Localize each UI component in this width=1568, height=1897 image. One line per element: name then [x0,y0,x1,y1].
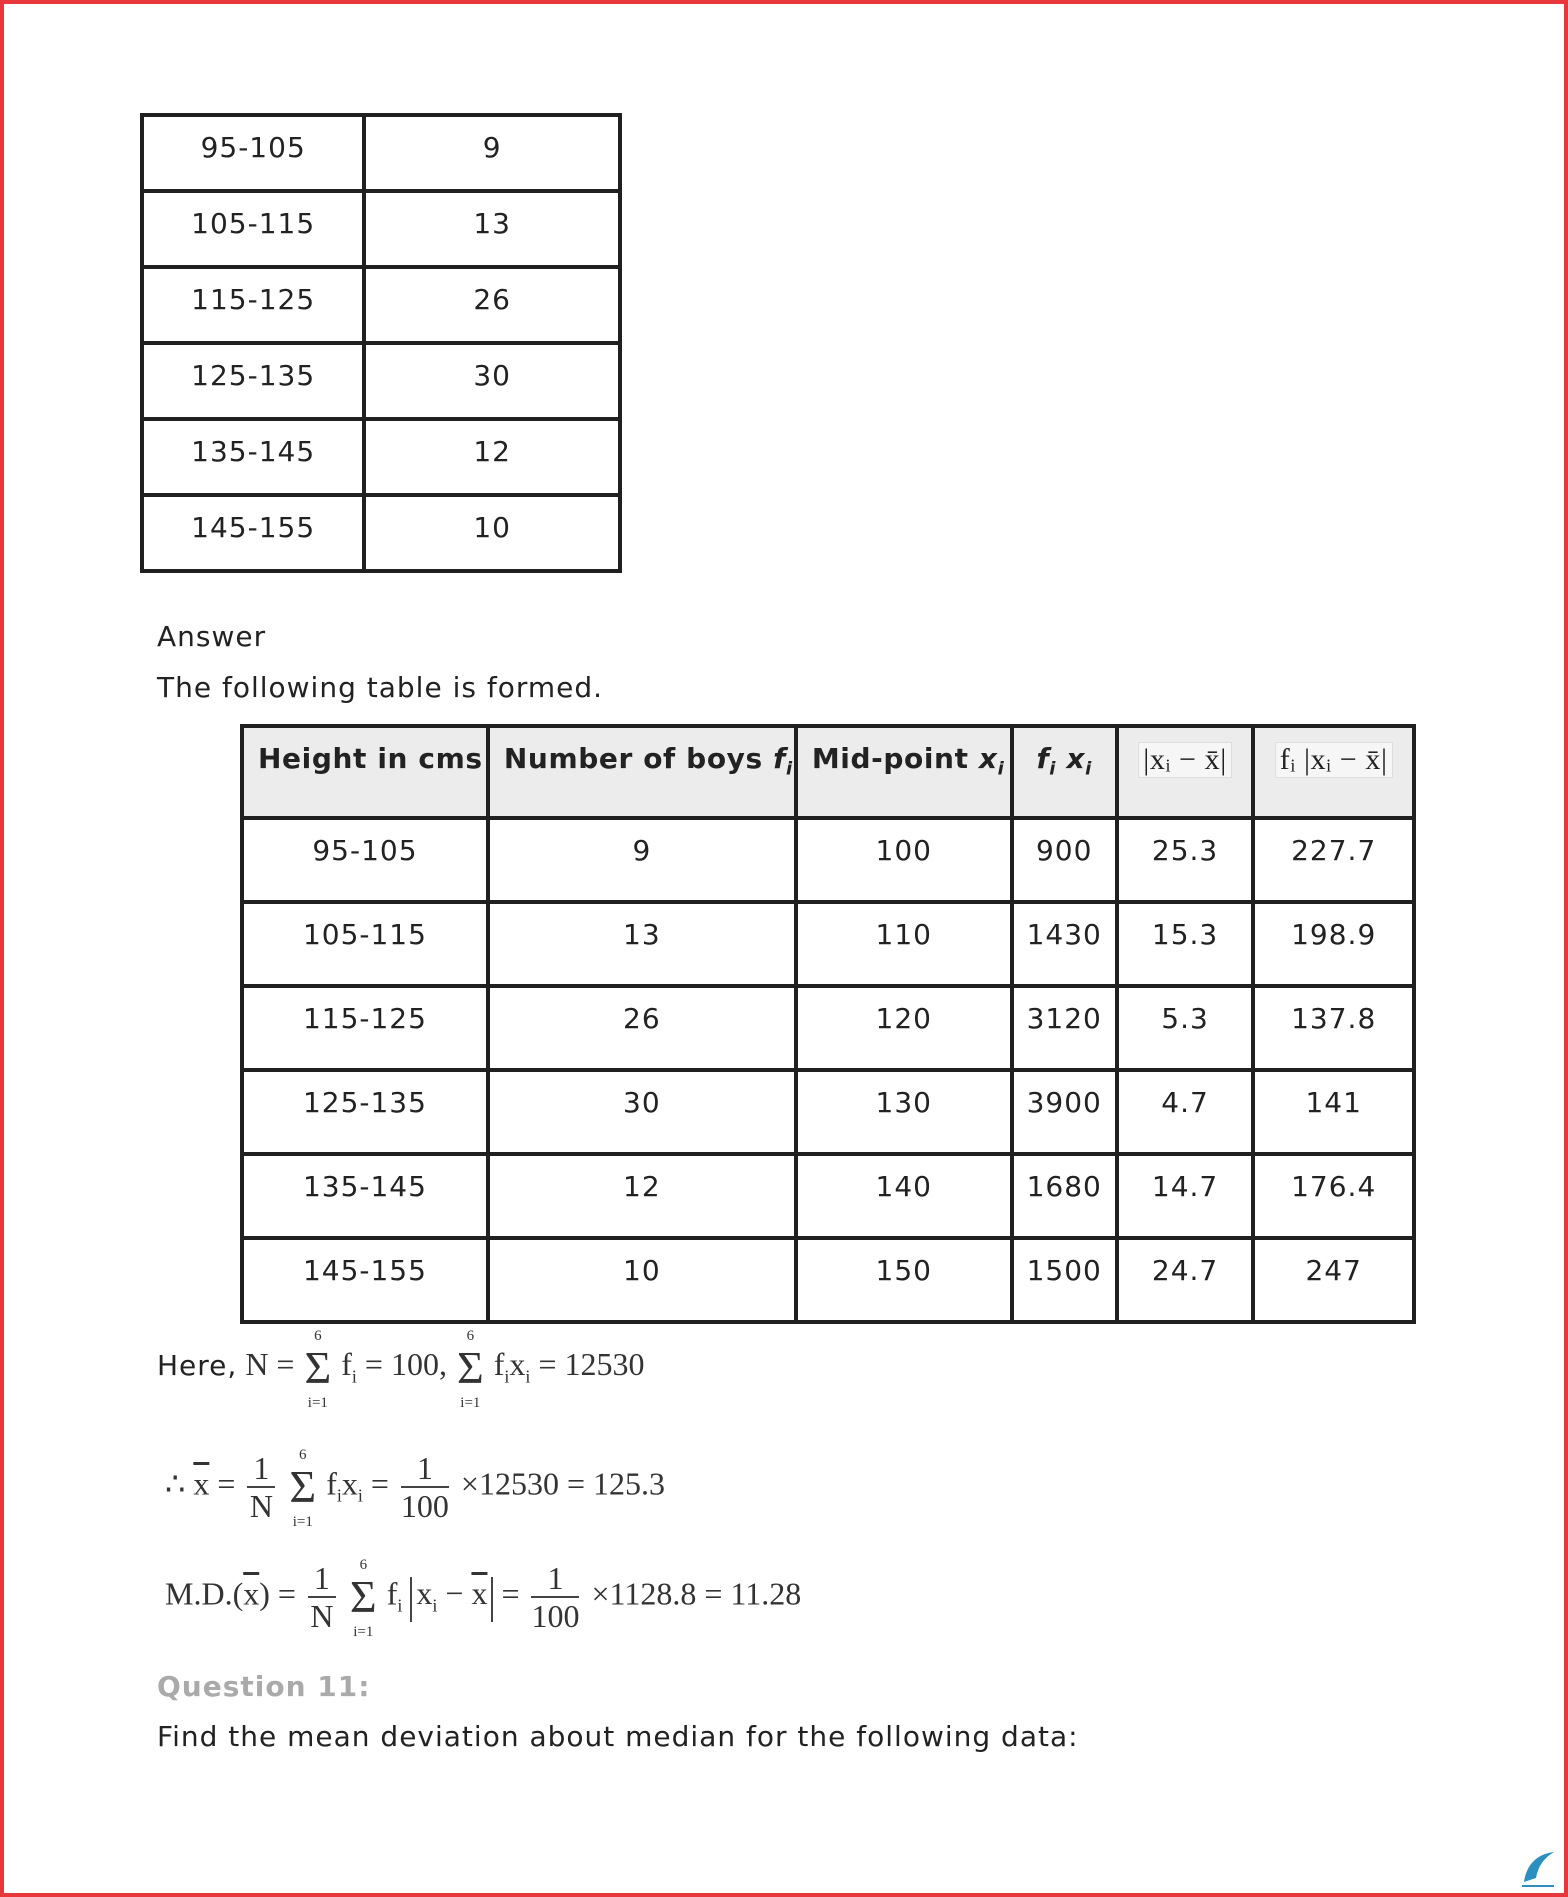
fraction: $\frac{1}{100}$ [400,1450,449,1524]
frequency-cell: 12 [364,419,620,495]
answer-label: Answer [157,620,267,653]
fx-cell: 1500 [1012,1238,1117,1322]
deviation-cell: 25.3 [1117,818,1254,902]
header-fx: $f_i$ $x_i$ [1012,726,1117,818]
table-row [242,818,1414,902]
midpoint-cell: 130 [796,1070,1012,1154]
header-deviation [1117,726,1254,818]
boys-cell: 13 [488,902,796,986]
deviation-cell: 4.7 [1117,1070,1254,1154]
weighted-deviation-cell: 141 [1253,1070,1414,1154]
midpoint-cell: 110 [796,902,1012,986]
weighted-deviation-cell: 137.8 [1253,986,1414,1070]
frequency-cell: 30 [364,343,620,419]
table-row [142,419,620,495]
table-row [242,1238,1414,1322]
fx-cell: 3120 [1012,986,1117,1070]
boys-cell: 26 [488,986,796,1070]
weighted-deviation-cell: 198.9 [1253,902,1414,986]
interval-cell: 115-125 [142,267,364,343]
table-row [142,495,620,571]
weighted-deviation-formula: fᵢ |xᵢ − x̄| [1275,742,1393,778]
table-row [142,115,620,191]
table-row [142,343,620,419]
table-row [142,267,620,343]
fx-cell: 900 [1012,818,1117,902]
boys-cell: 12 [488,1154,796,1238]
deviation-cell: 15.3 [1117,902,1254,986]
frequency-cell: 9 [364,115,620,191]
formula-totals: Here, N = Σ 6 i=1 $f_i = 100$, Σ 6 i=1 $f_ix_i = 12530$ [157,1328,645,1411]
weighted-deviation-cell: 176.4 [1253,1154,1414,1238]
weighted-deviation-cell: 227.7 [1253,818,1414,902]
interval-cell: 135-145 [142,419,364,495]
sigma-symbol: Σ 6 i=1 [304,1328,332,1411]
boys-cell: 9 [488,818,796,902]
question-text: Find the mean deviation about median for the following data: [157,1720,1079,1753]
mean-value: 125.3 [593,1465,666,1502]
deviation-cell: 24.7 [1117,1238,1254,1322]
weighted-deviation-cell: 247 [1253,1238,1414,1322]
table-row [242,986,1414,1070]
fraction: $\frac{1}{N}$ [308,1560,336,1634]
sigma-symbol: Σ 6 i=1 [456,1328,484,1411]
fx-cell: 1680 [1012,1154,1117,1238]
interval-cell: 105-115 [142,191,364,267]
publisher-logo-icon [1520,1848,1556,1888]
height-cell: 115-125 [242,986,488,1070]
formula-mean: ∴ $\overline{x}$ = $\frac{1}{N}$ Σ 6 i=1 $f_ix_i$ = $\frac{1}{100}$ ×12530 = 125.3 [165,1447,666,1531]
sigma-symbol: Σ 6 i=1 [349,1557,377,1641]
frequency-cell: 26 [364,267,620,343]
fraction: $\frac{1}{100}$ [531,1560,580,1634]
frequency-cell: 10 [364,495,620,571]
height-cell: 125-135 [242,1070,488,1154]
question-label: Question 11: [157,1670,371,1703]
n-value: 100 [390,1346,439,1382]
interval-cell: 95-105 [142,115,364,191]
header-height: Height in cms [242,726,488,818]
fx-cell: 3900 [1012,1070,1117,1154]
deviation-formula: |xᵢ − x̄| [1138,742,1232,778]
interval-cell: 145-155 [142,495,364,571]
fx-total: 12530 [564,1346,645,1382]
midpoint-cell: 150 [796,1238,1012,1322]
fx-cell: 1430 [1012,902,1117,986]
height-cell: 105-115 [242,902,488,986]
sigma-symbol: Σ 6 i=1 [289,1447,317,1531]
height-cell: 135-145 [242,1154,488,1238]
interval-cell: 125-135 [142,343,364,419]
header-midpoint: Mid-point $x_i$ [796,726,1012,818]
boys-cell: 10 [488,1238,796,1322]
fraction: $\frac{1}{N}$ [247,1450,275,1524]
table-row [242,1154,1414,1238]
boys-cell: 30 [488,1070,796,1154]
here-label: Here, [157,1349,238,1382]
header-weighted-deviation [1253,726,1414,818]
height-cell: 145-155 [242,1238,488,1322]
frequency-table-continued [140,113,622,573]
header-boys: Number of boys $f_i$ [488,726,796,818]
midpoint-cell: 120 [796,986,1012,1070]
frequency-cell: 13 [364,191,620,267]
formula-mean-deviation: $M.D.(\overline{x})$ = $\frac{1}{N}$ Σ 6 i=1 $f_i$ $x_i - \overline{x}$ = $\frac{1}{100}$ ×1128.8 = 11.28 [165,1557,802,1641]
table-row [142,191,620,267]
deviation-cell: 5.3 [1117,986,1254,1070]
md-value: 11.28 [730,1575,802,1612]
midpoint-cell: 140 [796,1154,1012,1238]
table-row [242,902,1414,986]
deviation-cell: 14.7 [1117,1154,1254,1238]
computation-table [240,724,1416,1324]
table-row [242,1070,1414,1154]
intro-text: The following table is formed. [157,671,604,704]
height-cell: 95-105 [242,818,488,902]
midpoint-cell: 100 [796,818,1012,902]
table-header-row [242,726,1414,818]
